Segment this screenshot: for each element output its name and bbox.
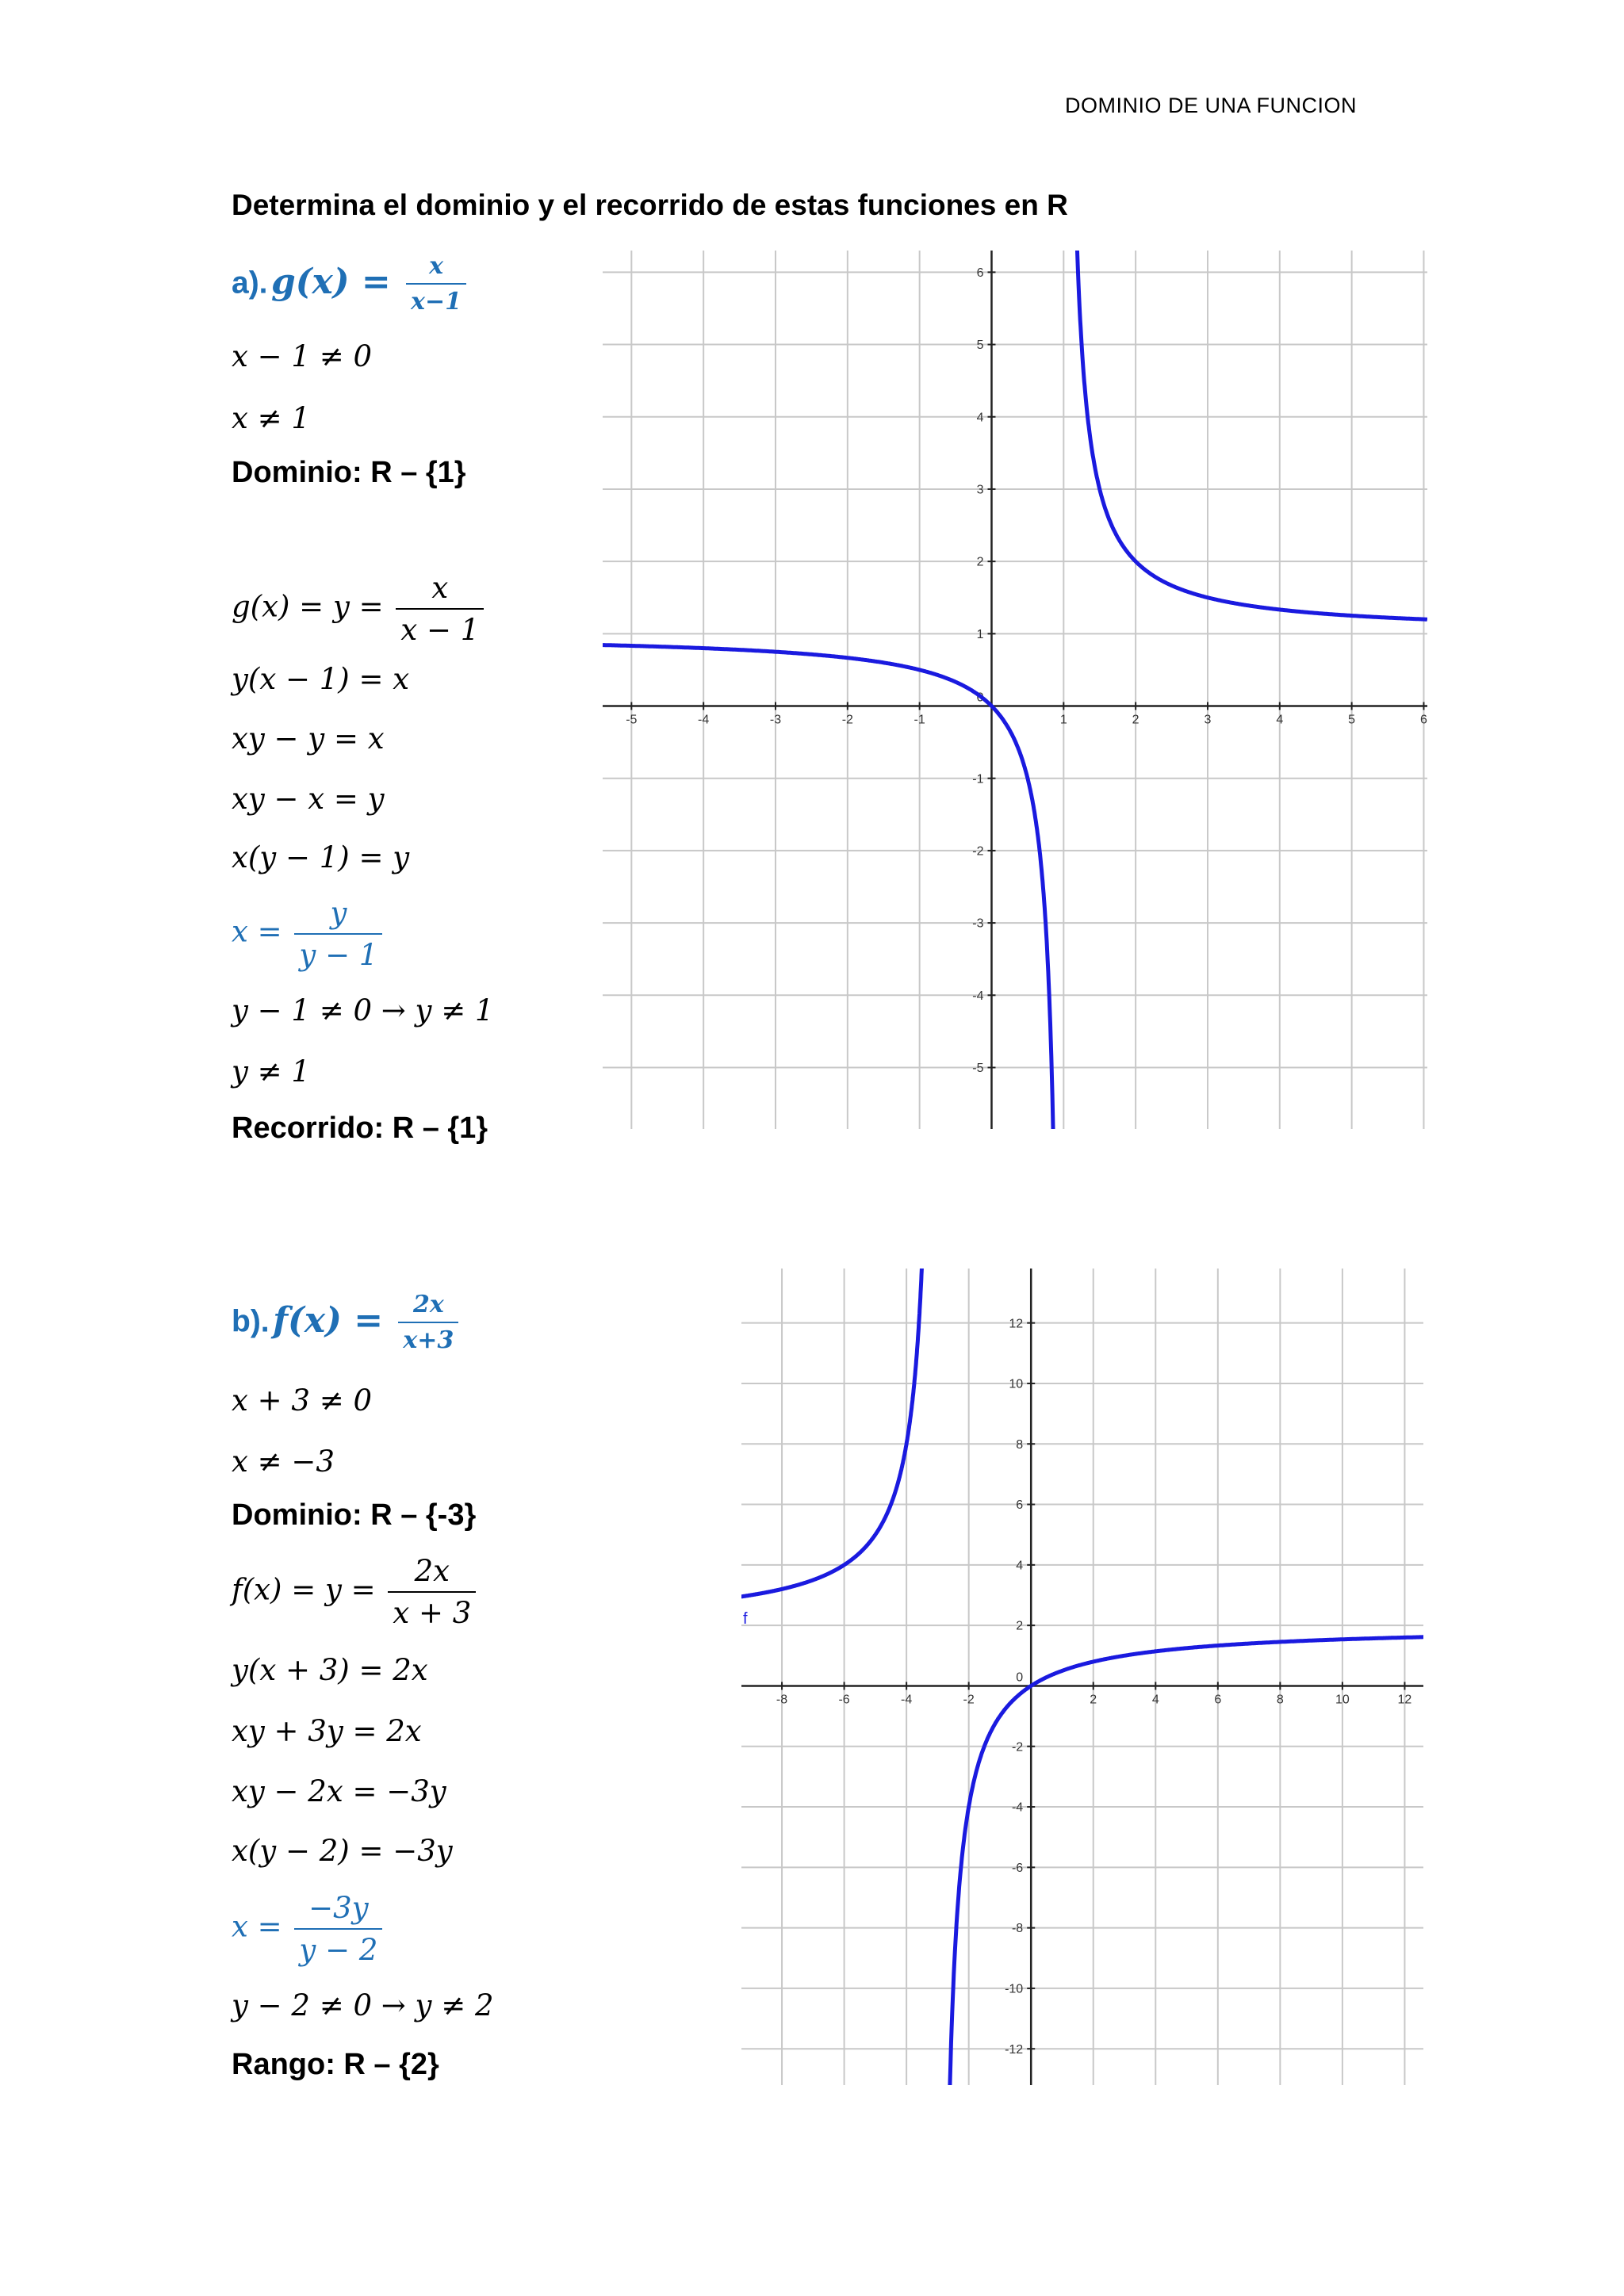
part-b-inv-numerator: −3y	[294, 1891, 382, 1930]
graph-b-x-tick-label: -4	[901, 1693, 913, 1707]
graph-a-y-tick-label: -4	[972, 989, 984, 1003]
part-a-function	[270, 252, 469, 316]
graph-a-curve-right-branch	[1076, 251, 1427, 619]
graph-b-x-tick-label: -8	[776, 1693, 788, 1707]
page-header: DOMINIO DE UNA FUNCION	[1065, 94, 1358, 117]
graph-a-y-tick-label: 4	[976, 411, 984, 425]
part-b-step2: x ≠ −3	[232, 1445, 335, 1479]
part-b-function	[273, 1291, 462, 1354]
exercise-title: Determina el dominio y el recorrido de estas funciones en R	[232, 189, 1068, 221]
graph-b-y-tick-label: 10	[1009, 1377, 1024, 1391]
graph-b-x-tick-label: 6	[1214, 1693, 1222, 1707]
graph-b-origin-label: 0	[1016, 1670, 1024, 1685]
part-b-domain: Dominio: R – {-3}	[232, 1498, 477, 1532]
part-b-inverse	[232, 1891, 385, 1967]
part-a-s4: x(y − 1) = y	[232, 840, 410, 874]
part-b-eq-numerator: 2x	[388, 1554, 476, 1593]
graph-a-y-tick-label: 3	[976, 483, 984, 497]
graph-a-y-tick-label: 6	[976, 266, 984, 280]
graph-a-x-tick-label: -5	[626, 713, 638, 727]
part-b-s3: xy − 2x = −3y	[232, 1774, 446, 1808]
part-a-equation	[232, 571, 487, 647]
graph-b-x-tick-label: 8	[1276, 1693, 1284, 1707]
graph-b-y-tick-label: 6	[1016, 1498, 1024, 1513]
graph-b-series-label: f	[743, 1609, 748, 1628]
graph-a-curve-left-branch	[603, 645, 1054, 1129]
part-a-s2: xy − y = x	[232, 721, 385, 756]
part-b-equation	[232, 1554, 479, 1630]
part-b-condition: y − 2 ≠ 0 → y ≠ 2	[232, 1988, 494, 2022]
part-a-inv-left: x =	[232, 914, 282, 949]
graph-b-x-tick-label: 2	[1090, 1693, 1097, 1707]
part-a-fn-left: g(x) =	[270, 261, 391, 302]
part-b-eq-left: f(x) = y =	[232, 1572, 376, 1607]
part-a-step2: x ≠ 1	[232, 401, 310, 435]
graph-a-x-tick-label: 5	[1348, 713, 1356, 727]
part-a-s3: xy − x = y	[232, 782, 385, 816]
graph-a-origin-label: 0	[976, 691, 984, 705]
graph-b-y-tick-label: -12	[1005, 2042, 1024, 2057]
graph-a-x-tick-label: 3	[1204, 713, 1212, 727]
graph-b-y-tick-label: -6	[1011, 1861, 1024, 1875]
part-b-inv-left: x =	[232, 1909, 282, 1944]
part-a-heading	[232, 252, 469, 316]
graph-a-x-tick-label: 4	[1276, 713, 1284, 727]
part-a-inverse	[232, 896, 385, 972]
part-a-s1: y(x − 1) = x	[232, 662, 410, 696]
graph-a-y-tick-label: -3	[972, 916, 984, 931]
graph-b-x-tick-label: 12	[1397, 1693, 1412, 1707]
part-a-eq-denominator: x − 1	[400, 613, 480, 647]
graph-b	[741, 1269, 1423, 2085]
part-b-s2: xy + 3y = 2x	[232, 1714, 422, 1748]
part-b-eq-denominator: x + 3	[393, 1596, 472, 1630]
graph-a-x-tick-label: -1	[914, 713, 925, 727]
part-b-label: b).	[232, 1304, 270, 1339]
graph-a	[603, 251, 1427, 1129]
graph-b-y-tick-label: -8	[1011, 1922, 1024, 1936]
graph-b-x-tick-label: -2	[963, 1693, 975, 1707]
part-b-heading	[232, 1291, 462, 1354]
graph-b-x-tick-label: 10	[1335, 1693, 1350, 1707]
part-b-fn-numerator: 2x	[398, 1291, 458, 1323]
graph-a-x-tick-label: -2	[841, 713, 853, 727]
part-a-label: a).	[232, 266, 268, 300]
graph-b-curve-left-branch	[741, 1269, 923, 1597]
graph-b-x-tick-label: 4	[1151, 1693, 1159, 1707]
graph-a-y-tick-label: -1	[972, 772, 984, 786]
part-a-fn-denominator: x−1	[411, 288, 462, 316]
graph-a-y-tick-label: 5	[976, 339, 984, 353]
part-a-condition: y − 1 ≠ 0 → y ≠ 1	[232, 993, 494, 1027]
graph-a-x-tick-label: 6	[1420, 713, 1427, 727]
graph-b-y-tick-label: 2	[1016, 1619, 1024, 1633]
graph-b-y-tick-label: 4	[1016, 1559, 1024, 1573]
part-a-range: Recorrido: R – {1}	[232, 1112, 488, 1145]
part-b-fn-denominator: x+3	[403, 1326, 454, 1354]
part-b-s4: x(y − 2) = −3y	[232, 1834, 453, 1868]
graph-a-y-tick-label: -2	[972, 844, 984, 859]
part-a-inv-numerator: y	[294, 896, 382, 935]
graph-a-x-tick-label: 1	[1059, 713, 1067, 727]
part-b-fn-left: f(x) =	[273, 1299, 384, 1341]
graph-a-y-tick-label: -5	[972, 1062, 984, 1076]
graph-b-x-tick-label: -6	[838, 1693, 850, 1707]
graph-b-y-tick-label: -2	[1011, 1740, 1024, 1755]
graph-a-y-tick-label: 2	[976, 555, 984, 569]
graph-b-y-tick-label: -10	[1005, 1982, 1024, 1996]
graph-b-y-tick-label: -4	[1011, 1800, 1024, 1815]
part-a-eq-numerator: x	[396, 571, 484, 610]
graph-a-y-tick-label: 1	[976, 627, 984, 641]
part-b-s1: y(x + 3) = 2x	[232, 1653, 428, 1687]
part-b-range: Rango: R – {2}	[232, 2048, 439, 2081]
part-a-inv-denominator: y − 1	[299, 938, 378, 972]
part-b-inv-denominator: y − 2	[299, 1933, 378, 1967]
graph-a-x-tick-label: 2	[1132, 713, 1139, 727]
part-b-step1: x + 3 ≠ 0	[232, 1383, 372, 1418]
part-a-eq-left: g(x) = y =	[232, 589, 384, 624]
graph-b-y-tick-label: 12	[1009, 1317, 1024, 1331]
part-a-domain: Dominio: R – {1}	[232, 456, 466, 489]
part-a-fn-numerator: x	[406, 252, 466, 285]
part-a-step1: x − 1 ≠ 0	[232, 339, 372, 373]
graph-a-x-tick-label: -4	[698, 713, 710, 727]
part-a-condition2: y ≠ 1	[232, 1054, 310, 1089]
graph-b-y-tick-label: 8	[1016, 1437, 1024, 1452]
graph-a-x-tick-label: -3	[769, 713, 782, 727]
